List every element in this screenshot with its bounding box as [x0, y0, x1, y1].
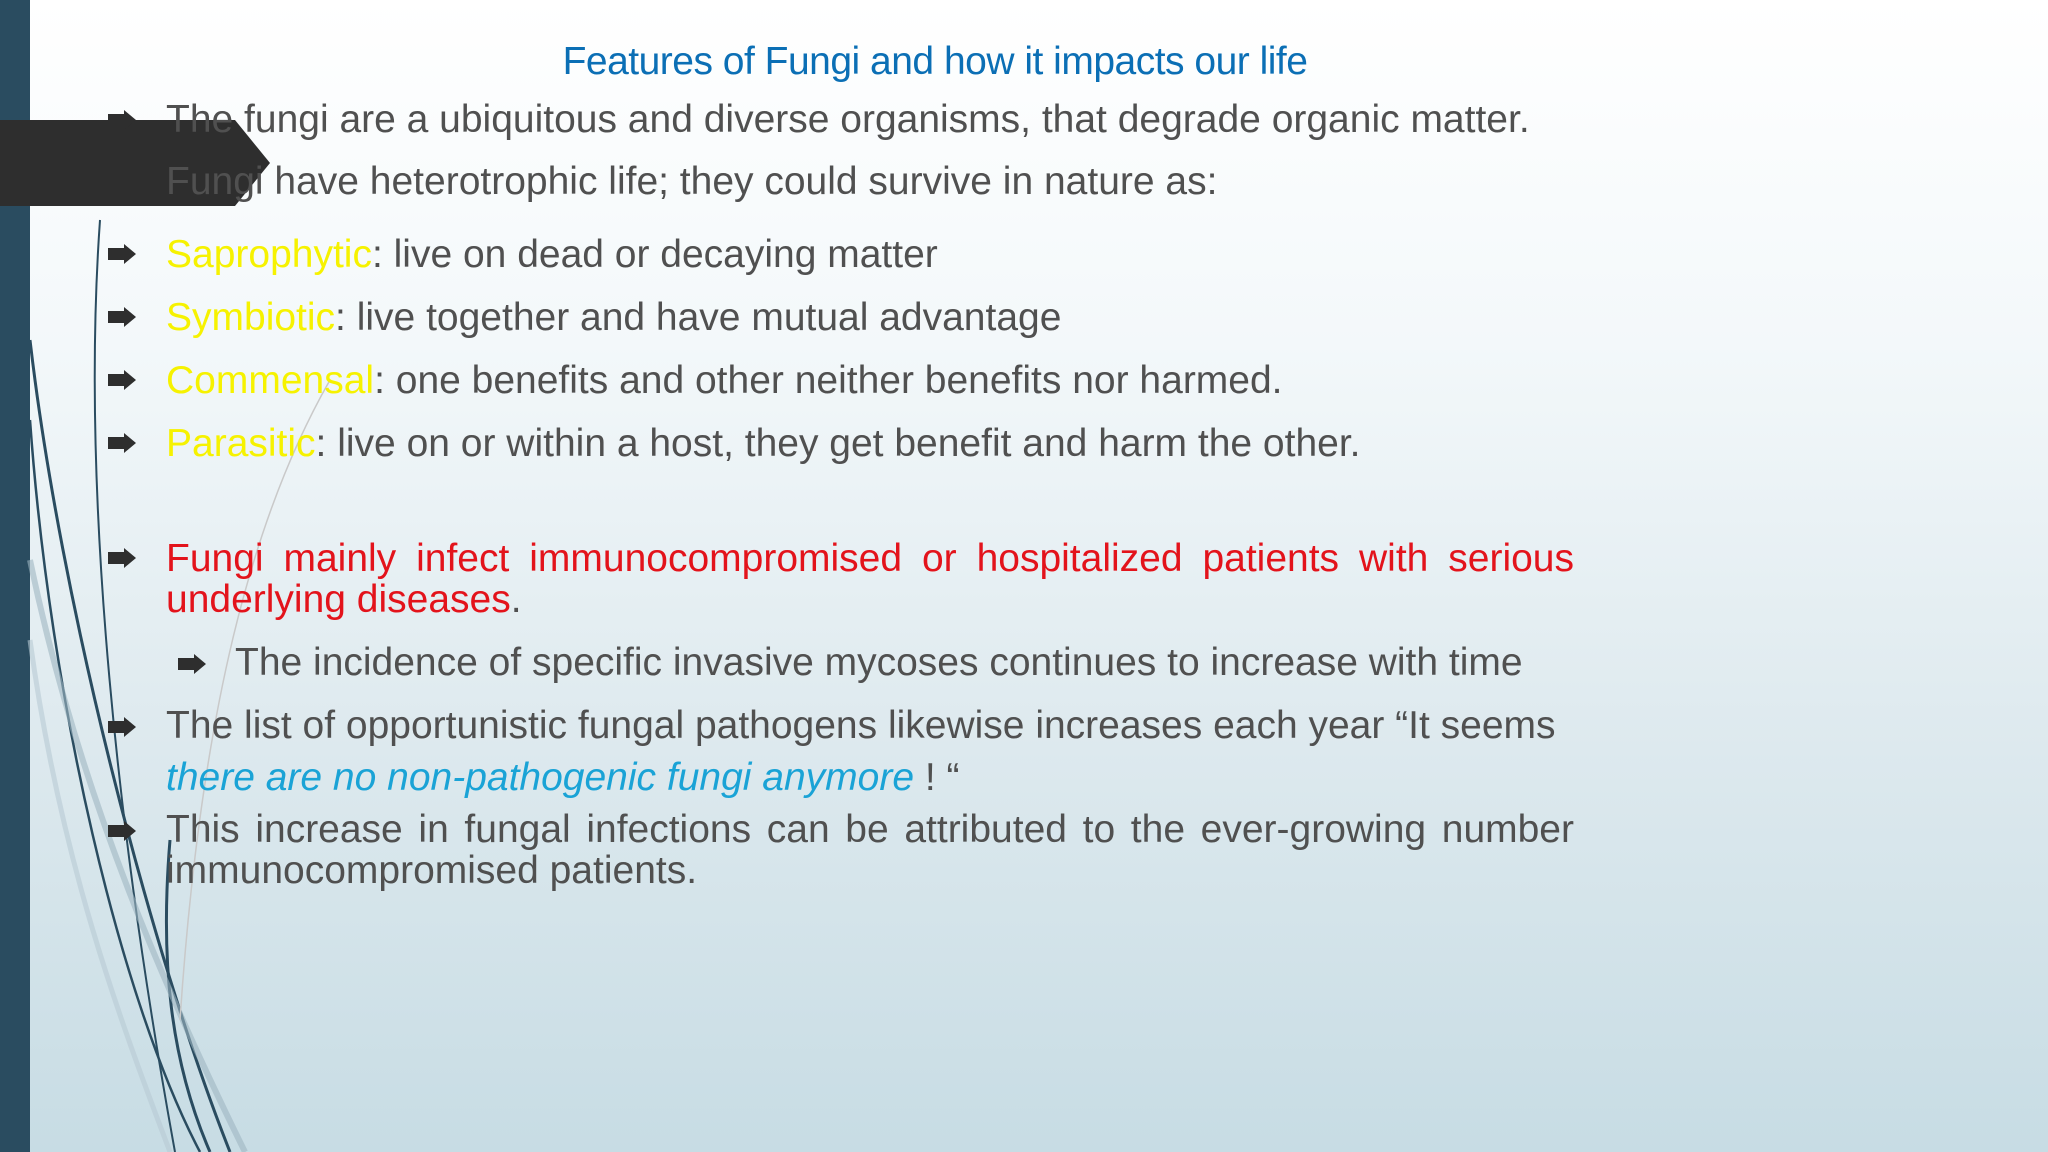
- arrow-bullet-icon: [108, 548, 136, 568]
- mode-desc: : live on or within a host, they get benefit and harm the other.: [315, 422, 1361, 465]
- infection-line-1: Fungi mainly infect immunocompromised or hospitalized patients with serious: [166, 537, 1574, 580]
- mode-symbiotic: [166, 298, 1061, 337]
- opportunistic-quote: there are no non-pathogenic fungi anymore: [166, 756, 915, 799]
- arrow-bullet-icon: [108, 433, 136, 453]
- arrow-bullet-icon: [108, 717, 136, 737]
- mode-desc: : live on dead or decaying matter: [371, 233, 938, 276]
- mode-term: Parasitic: [166, 422, 316, 465]
- mode-saprophytic: [166, 235, 938, 274]
- arrow-bullet-icon: [108, 821, 136, 841]
- opportunistic-quote-line: [166, 758, 960, 797]
- mode-term: Saprophytic: [166, 233, 372, 276]
- mode-desc: : one benefits and other neither benefits nor harmed.: [374, 359, 1283, 402]
- arrow-bullet-icon: [108, 307, 136, 327]
- infection-line-2: [166, 580, 522, 619]
- increase-line-2: immunocompromised patients.: [166, 849, 698, 892]
- intro-line-1: The fungi are a ubiquitous and diverse organisms, that degrade organic matter.: [166, 98, 1530, 141]
- mode-parasitic: [166, 424, 1361, 463]
- infection-line-2-end: .: [510, 578, 522, 621]
- arrow-bullet-icon: [108, 244, 136, 264]
- opportunistic-line-1: The list of opportunistic fungal pathogens likewise increases each year “It seems: [166, 704, 1556, 747]
- arrow-bullet-icon: [108, 370, 136, 390]
- infection-sub-point: The incidence of specific invasive mycoses continues to increase with time: [235, 641, 1523, 684]
- mode-commensal: [166, 361, 1283, 400]
- mode-term: Commensal: [166, 359, 375, 402]
- intro-line-2: Fungi have heterotrophic life; they could survive in nature as:: [166, 160, 1218, 203]
- opportunistic-quote-end: ! “: [914, 756, 960, 799]
- mode-desc: : live together and have mutual advantage: [335, 296, 1062, 339]
- infection-line-2-text: underlying diseases: [166, 578, 511, 621]
- mode-term: Symbiotic: [166, 296, 336, 339]
- arrow-bullet-icon: [178, 654, 206, 674]
- arrow-bullet-icon: [108, 110, 136, 130]
- slide-title: Features of Fungi and how it impacts our life: [562, 40, 1308, 83]
- increase-line-1: This increase in fungal infections can be attributed to the ever-growing number: [166, 808, 1574, 851]
